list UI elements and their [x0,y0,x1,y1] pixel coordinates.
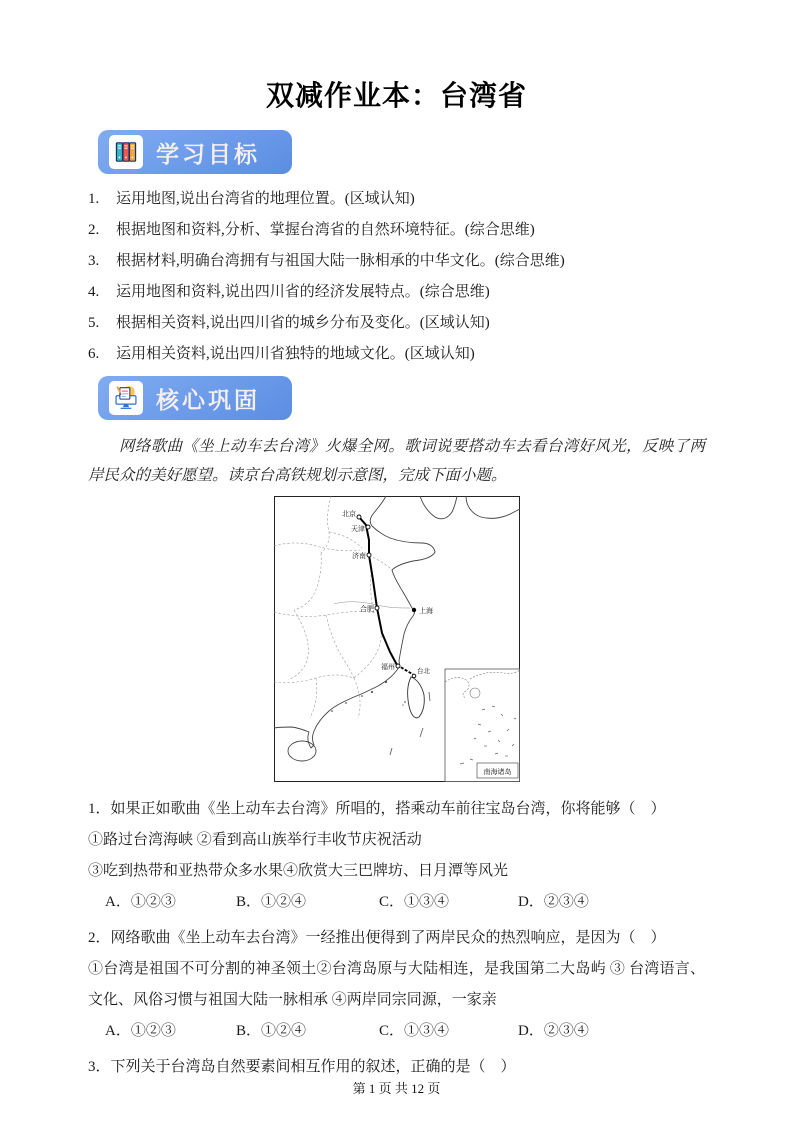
objective-item-6 [88,339,705,370]
objective-number: 2. [88,222,100,238]
city-marker-fuzhou [396,664,400,668]
learning-goals-badge-label: 学习目标 [156,140,260,167]
monitor-notes-icon [109,381,143,415]
objective-text: 运用地图和资料,说出四川省的经济发展特点。(综合思维) [116,284,490,300]
map-figure [88,496,705,782]
option-d: D．②③④ [518,894,589,910]
city-label-jinan: 济南 [351,552,366,560]
learning-goals-badge [98,130,292,174]
city-marker-jinan [367,553,371,557]
city-marker-shanghai [411,608,415,612]
core-section [88,376,705,420]
question-1-choices-line-1: ①路过台湾海峡 ②看到高山族举行丰收节庆祝活动 [88,832,422,848]
option-d: D．②③④ [518,1023,589,1039]
question-2-choices: ①台湾是祖国不可分割的神圣领土②台湾岛原与大陆相连，是我国第二大岛屿 ③ 台湾语言、文化、风俗习惯与祖国大陆一脉相承 ④两岸同宗同源，一家亲 [88,961,705,1008]
option-b: B．①②④ [236,894,307,910]
question-1-choices-line-2: ③吃到热带和亚热带众多水果④欣赏大三巴牌坊、日月潭等风光 [88,863,509,879]
railway-line [359,517,397,665]
core-consolidation-badge [98,376,292,420]
question-3-stem: 3．下列关于台湾岛自然要素间相互作用的叙述，正确的是（ ） [88,1059,516,1075]
question-2-options [88,1016,705,1047]
city-label-fuzhou: 福州 [380,663,395,671]
question-2 [88,923,705,1047]
objective-text: 运用地图,说出台湾省的地理位置。(区域认知) [116,191,415,207]
city-label-beijing: 北京 [341,510,356,518]
city-marker-taibei [412,674,416,678]
objectives-list [88,184,705,370]
city-label-tianjin: 天津 [350,525,365,533]
books-icon [109,135,143,169]
option-a: A．①②③ [105,894,176,910]
option-a: A．①②③ [105,1023,176,1039]
beijing-taiwan-railway-map [274,496,520,782]
question-2-stem: 2．网络歌曲《坐上动车去台湾》一经推出便得到了两岸民众的热烈响应，是因为（ ） [88,930,666,946]
objective-item-5 [88,308,705,339]
option-b: B．①②④ [236,1023,307,1039]
objective-text: 运用相关资料,说出四川省独特的地域文化。(区域认知) [116,346,475,362]
city-marker-tianjin [366,525,370,529]
city-marker-hefei [375,606,379,610]
page-title: 双减作业本：台湾省 [265,81,527,112]
objective-number: 3. [88,253,100,269]
objective-number: 6. [88,346,100,362]
objective-number: 5. [88,315,100,331]
objective-item-3 [88,246,705,277]
page-footer: 第 1 页 共 12 页 [352,1081,441,1096]
city-marker-beijing [357,515,361,519]
city-label-taibei: 台北 [416,668,430,675]
city-label-shanghai: 上海 [418,607,433,615]
option-c: C．①③④ [379,1023,450,1039]
taiwan-island [407,677,424,718]
option-c: C．①③④ [379,894,450,910]
objective-text: 根据地图和资料,分析、掌握台湾省的自然环境特征。(综合思维) [116,222,535,238]
core-consolidation-badge-label: 核心巩固 [156,386,260,413]
inset-label: 南海诸岛 [483,768,511,776]
objective-number: 1. [88,191,100,207]
question-1-stem: 1．如果正如歌曲《坐上动车去台湾》所唱的，搭乘动车前往宝岛台湾，你将能够（ ） [88,801,666,817]
question-1-options [88,887,705,918]
objective-text: 根据材料,明确台湾拥有与祖国大陆一脉相承的中华文化。(综合思维) [116,253,565,269]
objective-item-1 [88,184,705,215]
question-1 [88,794,705,918]
objective-text: 根据相关资料,说出四川省的城乡分布及变化。(区域认知) [116,315,490,331]
objective-number: 4. [88,284,100,300]
intro-paragraph: 网络歌曲《坐上动车去台湾》火爆全网。歌词说要搭动车去看台湾好风光，反映了两岸民众的美好愿望。读京台高铁规划示意图，完成下面小题。 [88,438,705,484]
objective-item-2 [88,215,705,246]
city-label-hefei: 合肥 [359,605,374,613]
objective-item-4 [88,277,705,308]
south-china-sea-inset [445,669,520,782]
